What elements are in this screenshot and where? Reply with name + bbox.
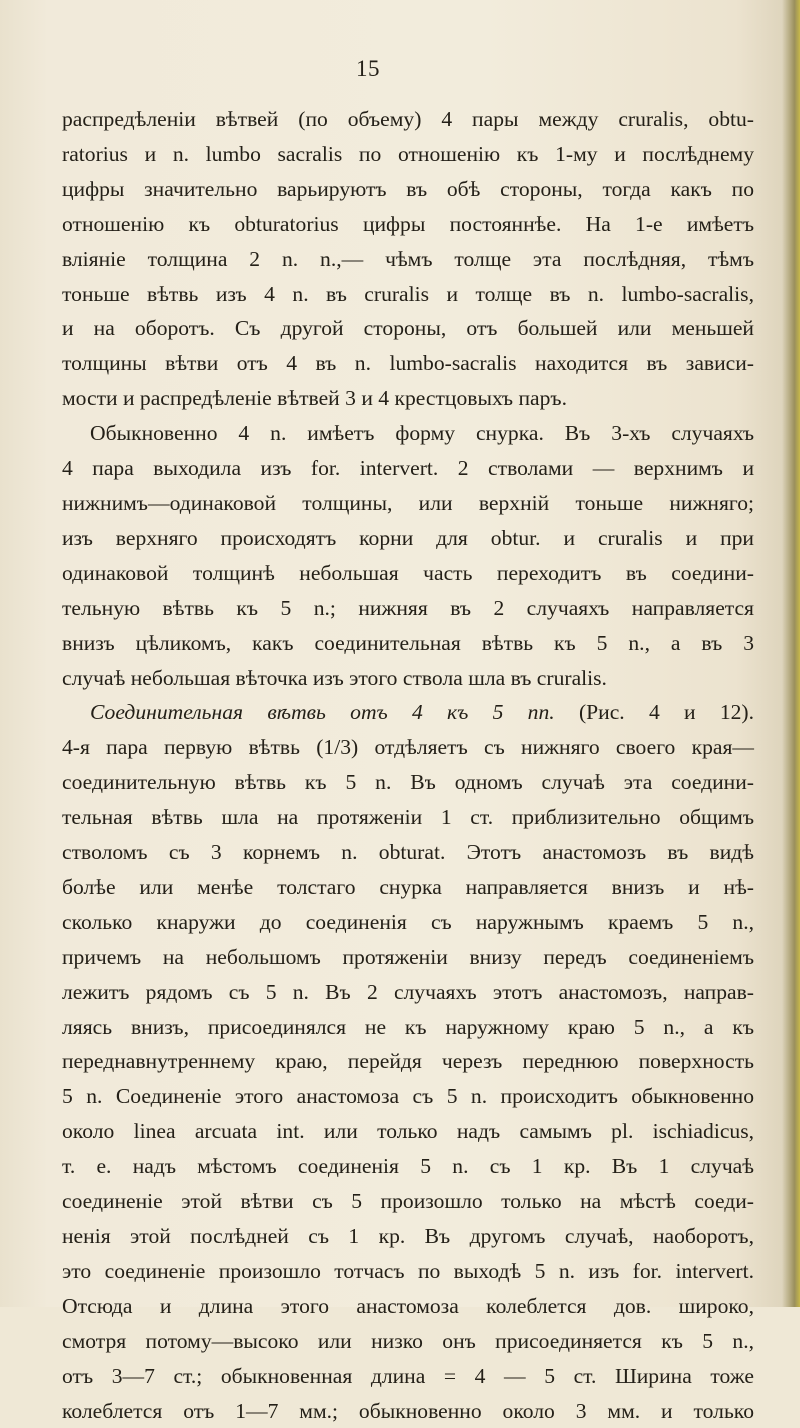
text-line: и на оборотъ. Съ другой стороны, отъ большей или меньшей [62, 316, 754, 341]
text-line: 4 пара выходила изъ for. intervert. 2 стволами — верхнимъ и [62, 456, 754, 481]
text-line: 4-я пара первую вѣтвь (1/3) отдѣляетъ съ нижняго своего края— [62, 735, 754, 760]
text-line: одинаковой толщинѣ небольшая часть переходитъ въ соедини- [62, 560, 754, 585]
text-line: мости и распредѣленіе вѣтвей 3 и 4 крестцовыхъ паръ. [62, 386, 567, 411]
text-line: распредѣленіи вѣтвей (по объему) 4 пары между cruralis, obtu- [62, 107, 754, 131]
text-line: колеблется отъ 1—7 мм.; обыкновенно около 3 мм. и только [62, 1398, 754, 1423]
text-line: соединеніе этой вѣтви съ 5 произошло только на мѣстѣ соеди- [62, 1189, 754, 1214]
text-line: тельную вѣтвь къ 5 n.; нижняя въ 2 случаяхъ направляется [62, 595, 754, 620]
text-line: отношенію къ obturatorius цифры постояннѣе. На 1-е имѣетъ [62, 211, 754, 236]
figure-reference: (Рис. 4 и 12). [554, 700, 755, 725]
section-heading: Соединительная вѣтвь отъ 4 къ 5 пп. [90, 700, 555, 725]
text-line: лежитъ рядомъ съ 5 n. Въ 2 случаяхъ этотъ анастомозъ, направ- [62, 979, 754, 1004]
text-line: Обыкновенно 4 n. имѣетъ форму снурка. Въ 3-хъ случаяхъ [90, 421, 754, 446]
text-line: причемъ на небольшомъ протяженіи внизу передъ соединеніемъ [62, 944, 754, 969]
page-number: 15 [356, 56, 380, 81]
section-heading-line [62, 695, 754, 730]
body-text [62, 102, 754, 1428]
text-line: вліяніе толщина 2 n. n.,— чѣмъ толще эта послѣдняя, тѣмъ [62, 246, 754, 271]
text-line: т. е. надъ мѣстомъ соединенія 5 n. съ 1 кр. Въ 1 случаѣ [62, 1154, 754, 1179]
text-line: это соединеніе произошло тотчасъ по выходѣ 5 n. изъ for. intervert. [62, 1258, 754, 1283]
text-line: цифры значительно варьируютъ въ обѣ стороны, тогда какъ по [62, 176, 754, 201]
text-line: толщины вѣтви отъ 4 въ n. lumbo-sacralis находится въ зависи- [62, 351, 754, 376]
text-line: стволомъ съ 3 корнемъ n. obturat. Этотъ анастомозъ въ видѣ [62, 840, 754, 865]
text-line: тоньше вѣтвь изъ 4 n. въ cruralis и толще въ n. lumbo-sacralis, [62, 281, 754, 306]
text-line: изъ верхняго происходятъ корни для obtur. и cruralis и при [62, 525, 754, 550]
text-line: около linea arcuata int. или только надъ самымъ pl. ischiadicus, [62, 1119, 754, 1144]
page-edge [782, 0, 800, 1307]
text-line: сколько кнаружи до соединенія съ наружнымъ краемъ 5 n., [62, 909, 754, 934]
text-line: отъ 3—7 ст.; обыкновенная длина = 4 — 5 ст. Ширина тоже [62, 1363, 754, 1388]
text-line: случаѣ небольшая вѣточка изъ этого ствола шла въ cruralis. [62, 665, 607, 690]
text-line: ratorius и n. lumbo sacralis по отношенію къ 1-му и послѣднему [62, 141, 754, 166]
text-line: ненія этой послѣдней съ 1 кр. Въ другомъ случаѣ, наоборотъ, [62, 1224, 754, 1248]
text-line: болѣе или менѣе толстаго снурка направляется внизъ и нѣ- [62, 874, 754, 899]
text-line: нижнимъ—одинаковой толщины, или верхній тоньше нижняго; [62, 490, 754, 515]
text-line: 5 n. Соединеніе этого анастомоза съ 5 n. происходитъ обыкновенно [62, 1084, 754, 1109]
text-line: внизъ цѣликомъ, какъ соединительная вѣтвь къ 5 n., а въ 3 [62, 630, 754, 655]
text-line: Отсюда и длина этого анастомоза колеблется дов. широко, [62, 1293, 754, 1318]
text-line: переднавнутреннему краю, перейдя черезъ переднюю поверхность [62, 1049, 754, 1074]
text-line: смотря потому—высоко или низко онъ присоединяется къ 5 n., [62, 1328, 754, 1353]
text-line: соединительную вѣтвь къ 5 n. Въ одномъ случаѣ эта соедини- [62, 770, 754, 795]
text-line: ляясь внизъ, присоединялся не къ наружному краю 5 n., а къ [62, 1014, 754, 1039]
text-line: тельная вѣтвь шла на протяженіи 1 ст. приблизительно общимъ [62, 805, 754, 830]
